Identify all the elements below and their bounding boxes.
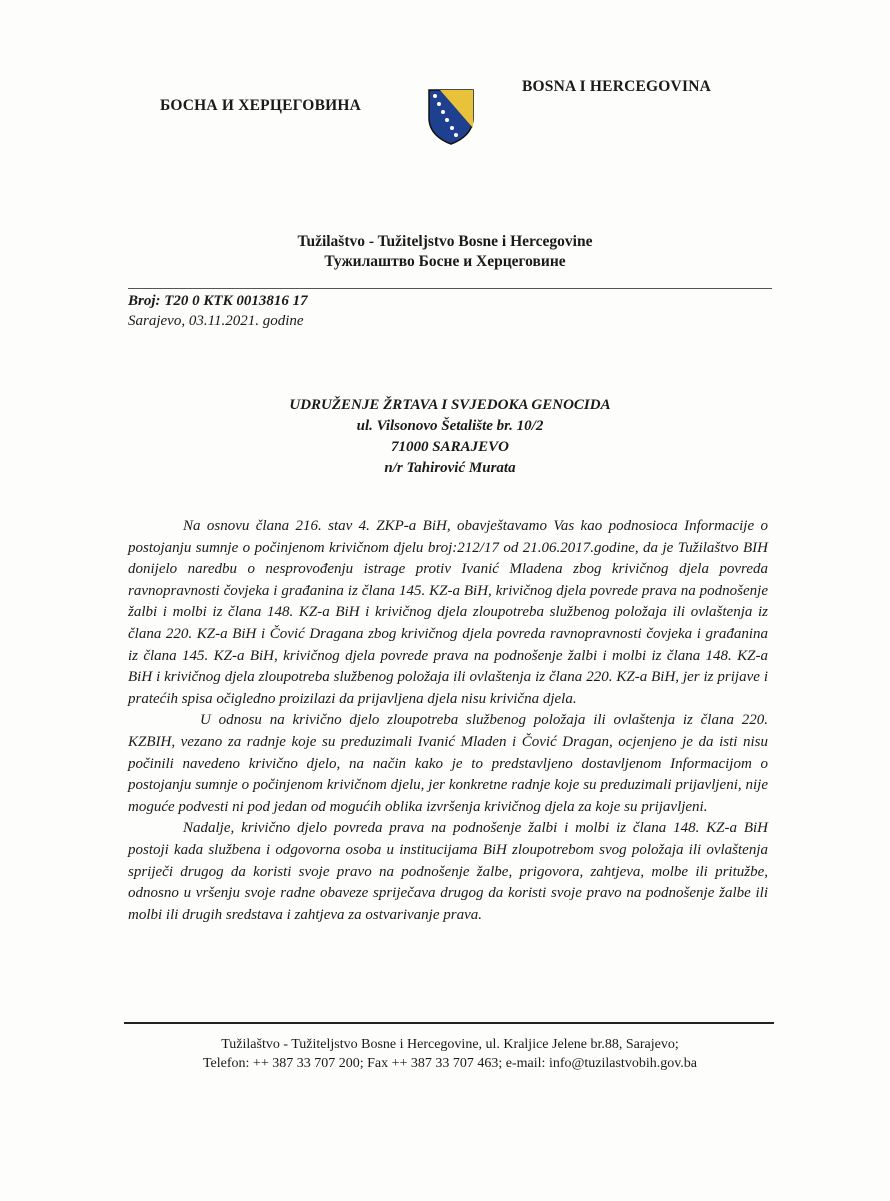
recipient-attention: n/r Tahirović Murata xyxy=(384,460,516,476)
body-paragraph-1: Na osnovu člana 216. stav 4. ZKP-a BiH, obavještavamo Vas kao podnosioca Informacije o postojanju sumnje o počinjenom krivičnom djelu broj:212/17 od 21.06.2017.godine, da je Tužilaštvo BIH donijelo naredbu o nesprovođenju istrage protiv Ivanić Mladena zbog krivičnog djela povreda ravnopravnosti čovjeka i građanina iz člana 145. KZ-a BiH, krivičnog djela povrede prava na podnošenje žalbi i molbi iz člana 148. KZ-a BiH i krivičnog djela zloupotreba službenog položaja ili ovlaštenja iz člana 220. KZ-a BiH i Čović Dragana zbog krivičnog djela povreda ravnopravnosti čovjeka i građanina iz člana 145. KZ-a BiH, krivičnog djela povrede prava na podnošenje žalbi i molbi iz člana 148. KZ-a BiH i krivičnog djela zloupotreba službenog položaja ili ovlaštenja iz člana 220. KZ-a BiH, jer iz prijave i pratećih spisa očigledno proizilazi da prijavljena djela nisu krivična djela. xyxy=(128,518,768,707)
place-date: Sarajevo, 03.11.2021. godine xyxy=(128,313,304,329)
recipient-street: ul. Vilsonovo Šetalište br. 10/2 xyxy=(356,418,544,434)
recipient-city: 71000 SARAJEVO xyxy=(391,439,509,455)
office-name-cyrillic: Тужилаштво Босне и Херцеговине xyxy=(324,253,566,270)
footer-contacts: Telefon: ++ 387 33 707 200; Fax ++ 387 33 707 463; e-mail: info@tuzilastvobih.gov.ba xyxy=(202,1056,698,1071)
country-name-latin: BOSNA I HERCEGOVINA xyxy=(522,78,711,95)
country-name-cyrillic: БОСНА И ХЕРЦЕГОВИНА xyxy=(160,97,362,114)
bih-coat-of-arms-icon xyxy=(426,88,476,146)
reference-number: Broj: T20 0 KTK 0013816 17 xyxy=(128,293,308,309)
office-name-latin: Tužilaštvo - Tužiteljstvo Bosne i Hercegovine xyxy=(297,233,593,250)
body-paragraph-2: U odnosu na krivično djelo zloupotreba službenog položaja ili ovlaštenja iz člana 220. KZBIH, vezano za radnje koje su preduzimali Ivanić Mladen i Čović Dragan, ocjenjeno je da isti nisu počinili navedeno krivično djelo, na način kako je to predstavljeno dostavljenom Informacijom o postojanju sumnje o počinjenom krivičnom djelu, jer konkretne radnje koje su preduzimali prijavljeni, nije moguće podvesti ni pod jedan od mogućih oblika izvršenja krivičnog djela za koje su prijavljeni. xyxy=(128,712,768,815)
recipient-name: UDRUŽENJE ŽRTAVA I SVJEDOKA GENOCIDA xyxy=(289,397,611,413)
footer-divider xyxy=(124,1022,774,1024)
letter-body xyxy=(128,516,768,926)
body-paragraph-3: Nadalje, krivično djelo povreda prava na podnošenje žalbi i molbi iz člana 148. KZ-a BiH postoji kada službena i odgovorna osoba u institucijama BiH zloupotrebom svog položaja ili ovlaštenja spriječi drugog da koristi svoje pravo na podnošenje žalbe, prigovora, zahtjeva, molbe ili pritužbe, odnosno u vršenju svoje radne obaveze spriječava drugog da koristi svoje pravo na podnošenje žalbe ili molbi ili drugih sredstava i zahtjeva za ostvarivanje prava. xyxy=(128,820,768,923)
header-divider xyxy=(128,288,772,289)
footer-address: Tužilaštvo - Tužiteljstvo Bosne i Hercegovine, ul. Kraljice Jelene br.88, Sarajevo; xyxy=(221,1037,679,1052)
